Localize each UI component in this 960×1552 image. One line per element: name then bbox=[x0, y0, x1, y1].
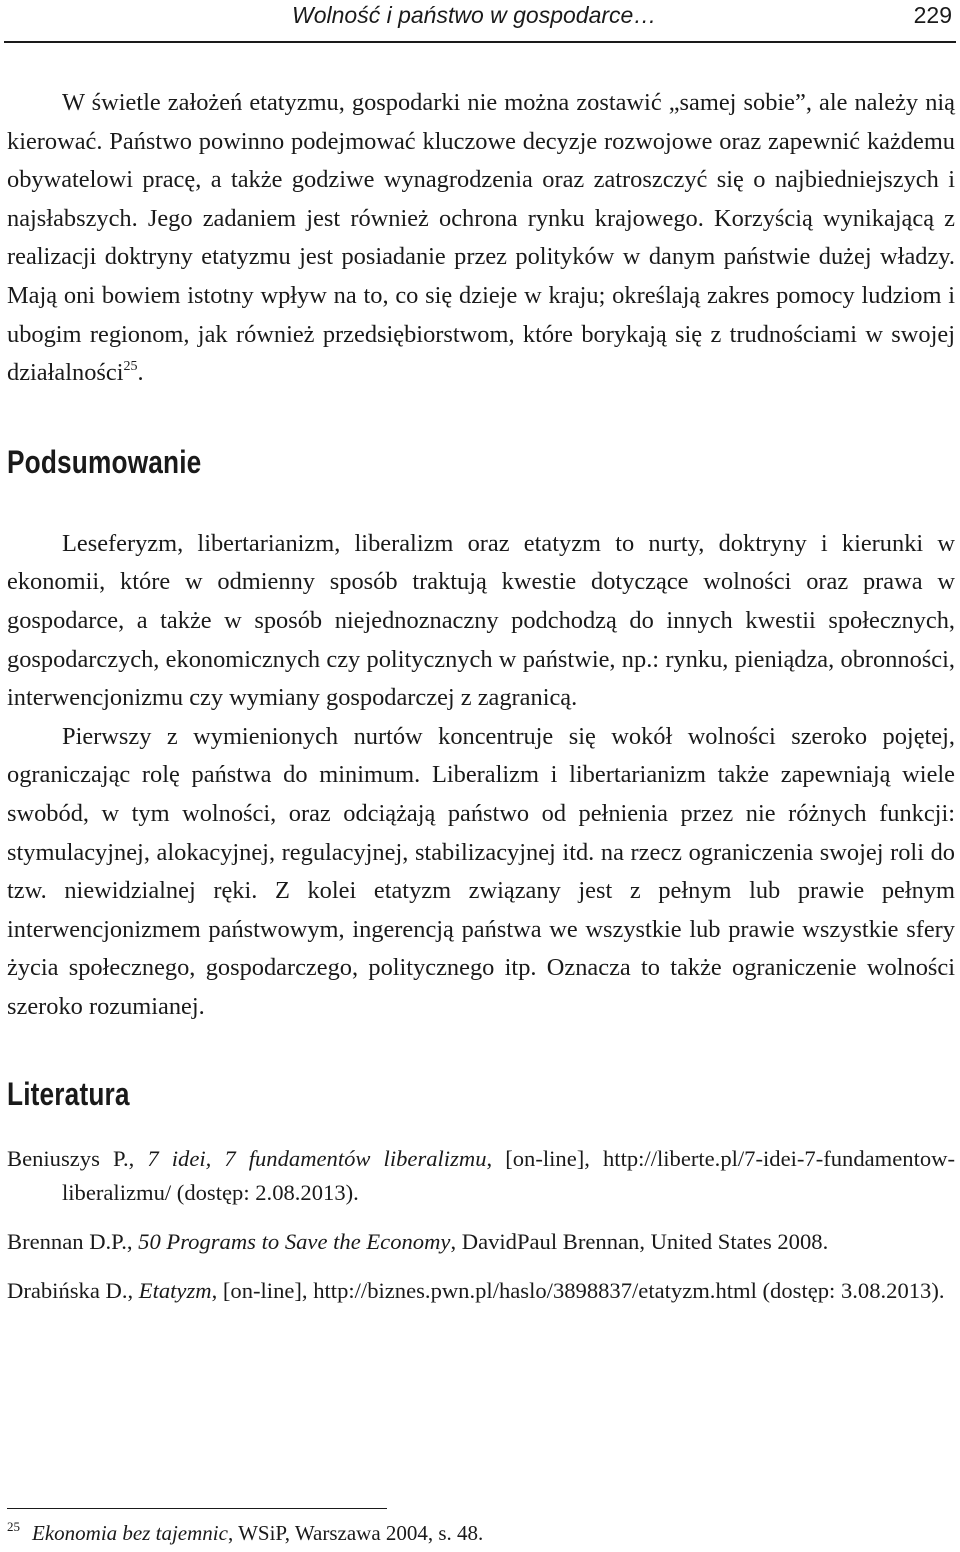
footnote-number: 25 bbox=[7, 1519, 20, 1534]
bib-author: Drabińska D., bbox=[7, 1278, 139, 1304]
paragraph-summary-1: Leseferyzm, libertarianizm, liberalizm oraz etatyzm to nurty, doktryny i kierunki w ekonomii, które w odmienny sposób traktują kwestie dotyczące wolności oraz prawa w gospodarce, a także w sposób niejednoznaczny podchodzą do innych kwestii społecznych, gospodarczych, ekonomicznych czy politycznych w państwie, np.: rynku, pieniądza, obronności, interwencjonizmu czy wymiany gospodarczej z zagranicą. bbox=[7, 529, 955, 712]
page-body bbox=[7, 84, 955, 1308]
bib-title: 7 idei, 7 fundamentów liberalizmu bbox=[147, 1146, 487, 1172]
paragraph-summary-2: Pierwszy z wymienionych nurtów koncentruje się wokół wolności szeroko pojętej, ograniczając rolę państwa do minimum. Liberalizm i libertarianizm także zapewniają wiele swobód, w tym wolności, oraz odciążają państwo od pełnienia przez nie różnych funkcji: stymulacyjnej, alokacyjnej, regulacyjnej, stabilizacyjnej itd. na rzecz ograniczenia swojej roli do tzw. niewidzialnej ręki. Z kolei etatyzm związany jest z pełnym lub prawie pełnym interwencjonizmem państwowym, ingerencją państwa we wszystkie lub prawie wszystkie sfery życia społecznego, gospodarczego, politycznego itp. Oznacza to także ograniczenie wolności szeroko rozumianej. bbox=[7, 722, 955, 1020]
running-header bbox=[0, 0, 960, 44]
bibliography-entry bbox=[7, 1274, 955, 1308]
footnote-details: , WSiP, Warszawa 2004, s. 48. bbox=[227, 1521, 484, 1545]
bib-title: 50 Programs to Save the Economy bbox=[138, 1229, 451, 1255]
bib-author: Brennan D.P., bbox=[7, 1229, 139, 1255]
paragraph-end: . bbox=[137, 359, 144, 387]
bib-details: , [on-line], http://biznes.pwn.pl/haslo/3898837/etatyzm.html (dostęp: 3.08.2013). bbox=[211, 1278, 945, 1304]
bib-author: Beniuszys P., bbox=[7, 1146, 148, 1172]
bibliography-list bbox=[7, 1142, 955, 1308]
section-heading-summary: Podsumowanie bbox=[7, 443, 202, 480]
footnote-rule bbox=[7, 1508, 387, 1509]
running-title: Wolność i państwo w gospodarce… bbox=[292, 2, 657, 28]
section-heading-literature: Literatura bbox=[7, 1076, 130, 1113]
bib-title: Etatyzm bbox=[138, 1278, 212, 1304]
footnote-title: Ekonomia bez tajemnic bbox=[32, 1521, 228, 1545]
header-rule bbox=[4, 41, 956, 43]
bibliography-entry bbox=[7, 1225, 955, 1259]
footnote-reference[interactable]: 25 bbox=[123, 359, 138, 375]
bib-details: , DavidPaul Brennan, United States 2008. bbox=[450, 1229, 829, 1255]
paragraph-text: W świetle założeń etatyzmu, gospodarki nie można zostawić „samej sobie”, ale należy nią kierować. Państwo powinno podejmować kluczowe decyzje rozwojowe oraz zapewnić każdemu obywatelowi pracę, a także godziwe wynagrodzenia oraz zatroszczyć się o najbiedniejszych i najsłabszych. Jego zadaniem jest również ochrona rynku krajowego. Korzyścią wynikającą z realizacji doktryny etatyzmu jest posiadanie przez polityków w danym państwie dużej władzy. Mają oni bowiem istotny wpływ na to, co się dzieje w kraju; określają zakres pomocy ludziom i ubogim regionom, jak również przedsiębiorstwom, które borykają się z trudnościami w swojej działalności bbox=[7, 89, 955, 387]
footnote bbox=[7, 1518, 947, 1548]
page-number: 229 bbox=[913, 2, 952, 28]
bib-details: , [on-line], http://liberte.pl/7-idei-7-fundamentow-liberalizmu/ (dostęp: 2.08.2013). bbox=[62, 1146, 955, 1206]
bibliography-entry bbox=[7, 1142, 955, 1210]
paragraph-etatyzm bbox=[7, 84, 955, 393]
